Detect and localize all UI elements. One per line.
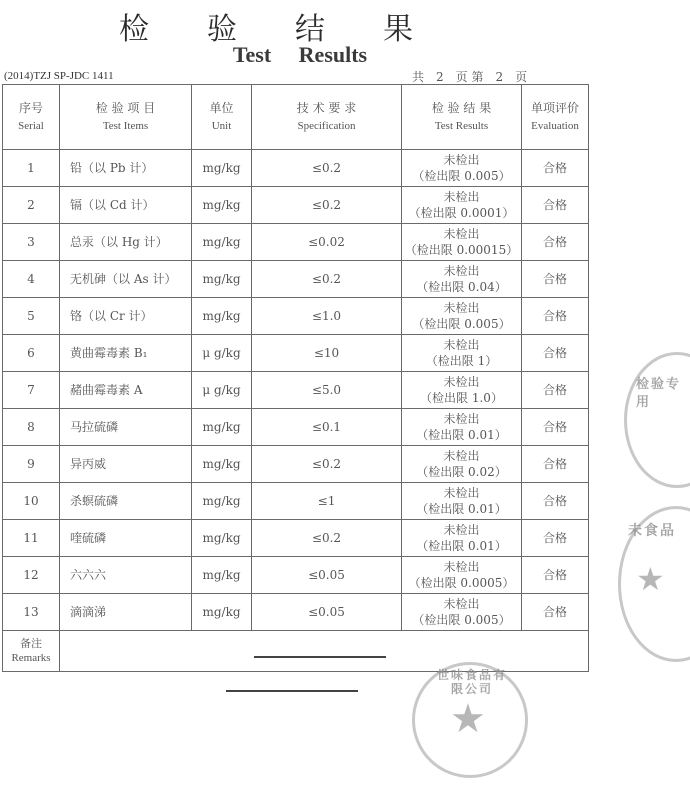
table-row	[3, 520, 589, 557]
cell-test-item: 铬（以 Cr 计）	[60, 298, 192, 335]
company-seal-text: 世味食品有限公司	[436, 668, 507, 696]
cell-serial: 6	[3, 335, 60, 372]
table-row	[3, 224, 589, 261]
remarks-label: 备注 Remarks	[3, 631, 60, 672]
cell-result: 未检出 （检出限 0.02）	[402, 446, 522, 483]
cell-result: 未检出 （检出限 1）	[402, 335, 522, 372]
table-row	[3, 187, 589, 224]
cell-result: 未检出 （检出限 0.0005）	[402, 557, 522, 594]
cell-unit: mg/kg	[192, 298, 252, 335]
report-code: (2014)TZJ SP-JDC 1411	[4, 70, 114, 82]
cell-unit: mg/kg	[192, 409, 252, 446]
cell-specification: ≤10	[252, 335, 402, 372]
cell-result: 未检出 （检出限 0.005）	[402, 150, 522, 187]
header-test-results: 检 验 结 果 Test Results	[402, 85, 522, 150]
table-row	[3, 150, 589, 187]
cell-serial: 1	[3, 150, 60, 187]
cell-specification: ≤0.2	[252, 520, 402, 557]
cell-specification: ≤0.05	[252, 557, 402, 594]
results-table	[2, 84, 589, 672]
cell-evaluation: 合格	[522, 446, 589, 483]
cell-unit: mg/kg	[192, 224, 252, 261]
cell-unit: mg/kg	[192, 261, 252, 298]
cell-serial: 10	[3, 483, 60, 520]
cell-serial: 7	[3, 372, 60, 409]
cell-serial: 13	[3, 594, 60, 631]
cell-result: 未检出 （检出限 0.005）	[402, 298, 522, 335]
page-current: 2	[487, 70, 511, 85]
remarks-row	[3, 631, 589, 672]
table-row	[3, 446, 589, 483]
page-suffix: 页	[515, 70, 528, 84]
cell-specification: ≤0.05	[252, 594, 402, 631]
document-title-en: Test Results	[232, 42, 368, 67]
cell-result: 未检出 （检出限 0.00015）	[402, 224, 522, 261]
cell-test-item: 喹硫磷	[60, 520, 192, 557]
table-row	[3, 372, 589, 409]
table-row	[3, 298, 589, 335]
table-row	[3, 261, 589, 298]
cell-specification: ≤1.0	[252, 298, 402, 335]
cell-specification: ≤0.2	[252, 150, 402, 187]
cell-unit: μ g/kg	[192, 372, 252, 409]
cell-test-item: 六六六	[60, 557, 192, 594]
cell-evaluation: 合格	[522, 298, 589, 335]
cell-result: 未检出 （检出限 1.0）	[402, 372, 522, 409]
cell-unit: mg/kg	[192, 483, 252, 520]
cell-evaluation: 合格	[522, 594, 589, 631]
cell-specification: ≤0.2	[252, 446, 402, 483]
cell-result: 未检出 （检出限 0.04）	[402, 261, 522, 298]
table-row	[3, 594, 589, 631]
table-row	[3, 409, 589, 446]
end-rule	[226, 690, 358, 692]
header-unit: 单位 Unit	[192, 85, 252, 150]
company-seal-star-icon: ★	[450, 696, 486, 742]
cell-evaluation: 合格	[522, 372, 589, 409]
cell-unit: μ g/kg	[192, 335, 252, 372]
cell-evaluation: 合格	[522, 150, 589, 187]
cell-unit: mg/kg	[192, 187, 252, 224]
cell-test-item: 杀螟硫磷	[60, 483, 192, 520]
cell-specification: ≤1	[252, 483, 402, 520]
cell-evaluation: 合格	[522, 335, 589, 372]
cell-specification: ≤0.2	[252, 187, 402, 224]
remarks-rule	[254, 656, 386, 658]
side-seal-star-icon: ★	[636, 560, 665, 598]
cell-evaluation: 合格	[522, 520, 589, 557]
header-specification: 技 术 要 求 Specification	[252, 85, 402, 150]
header-evaluation: 单项评价 Evaluation	[522, 85, 589, 150]
table-header-row	[3, 85, 589, 150]
cell-test-item: 滴滴涕	[60, 594, 192, 631]
cell-specification: ≤0.02	[252, 224, 402, 261]
cell-specification: ≤0.2	[252, 261, 402, 298]
cell-unit: mg/kg	[192, 446, 252, 483]
cell-evaluation: 合格	[522, 409, 589, 446]
page-mid: 页 第	[455, 70, 484, 84]
cell-evaluation: 合格	[522, 187, 589, 224]
header-test-items: 检 验 项 目 Test Items	[60, 85, 192, 150]
cell-serial: 4	[3, 261, 60, 298]
document-title-cn: 检验结果	[119, 12, 471, 47]
cell-specification: ≤0.1	[252, 409, 402, 446]
page-prefix: 共	[412, 70, 425, 84]
cell-specification: ≤5.0	[252, 372, 402, 409]
cell-test-item: 黄曲霉毒素 B₁	[60, 335, 192, 372]
cell-test-item: 镉（以 Cd 计）	[60, 187, 192, 224]
cell-serial: 12	[3, 557, 60, 594]
cell-result: 未检出 （检出限 0.005）	[402, 594, 522, 631]
cell-result: 未检出 （检出限 0.0001）	[402, 187, 522, 224]
cell-test-item: 马拉硫磷	[60, 409, 192, 446]
cell-test-item: 赭曲霉毒素 A	[60, 372, 192, 409]
cell-serial: 5	[3, 298, 60, 335]
cell-serial: 2	[3, 187, 60, 224]
table-row	[3, 557, 589, 594]
cell-unit: mg/kg	[192, 594, 252, 631]
cell-evaluation: 合格	[522, 557, 589, 594]
page-indicator	[412, 68, 527, 85]
cell-result: 未检出 （检出限 0.01）	[402, 483, 522, 520]
cell-serial: 8	[3, 409, 60, 446]
cell-unit: mg/kg	[192, 520, 252, 557]
side-seal-top	[624, 352, 690, 488]
side-seal-top-text: 检验专用	[636, 377, 682, 410]
cell-evaluation: 合格	[522, 483, 589, 520]
cell-serial: 9	[3, 446, 60, 483]
cell-unit: mg/kg	[192, 150, 252, 187]
cell-evaluation: 合格	[522, 261, 589, 298]
table-row	[3, 483, 589, 520]
cell-serial: 3	[3, 224, 60, 261]
cell-test-item: 异丙威	[60, 446, 192, 483]
header-serial: 序号 Serial	[3, 85, 60, 150]
cell-test-item: 总汞（以 Hg 计）	[60, 224, 192, 261]
cell-evaluation: 合格	[522, 224, 589, 261]
cell-unit: mg/kg	[192, 557, 252, 594]
page-total: 2	[428, 70, 452, 85]
side-seal-bottom-text: 未食品	[628, 523, 676, 539]
cell-result: 未检出 （检出限 0.01）	[402, 520, 522, 557]
remarks-content	[60, 631, 589, 672]
table-row	[3, 335, 589, 372]
cell-result: 未检出 （检出限 0.01）	[402, 409, 522, 446]
cell-serial: 11	[3, 520, 60, 557]
cell-test-item: 铅（以 Pb 计）	[60, 150, 192, 187]
cell-test-item: 无机砷（以 As 计）	[60, 261, 192, 298]
